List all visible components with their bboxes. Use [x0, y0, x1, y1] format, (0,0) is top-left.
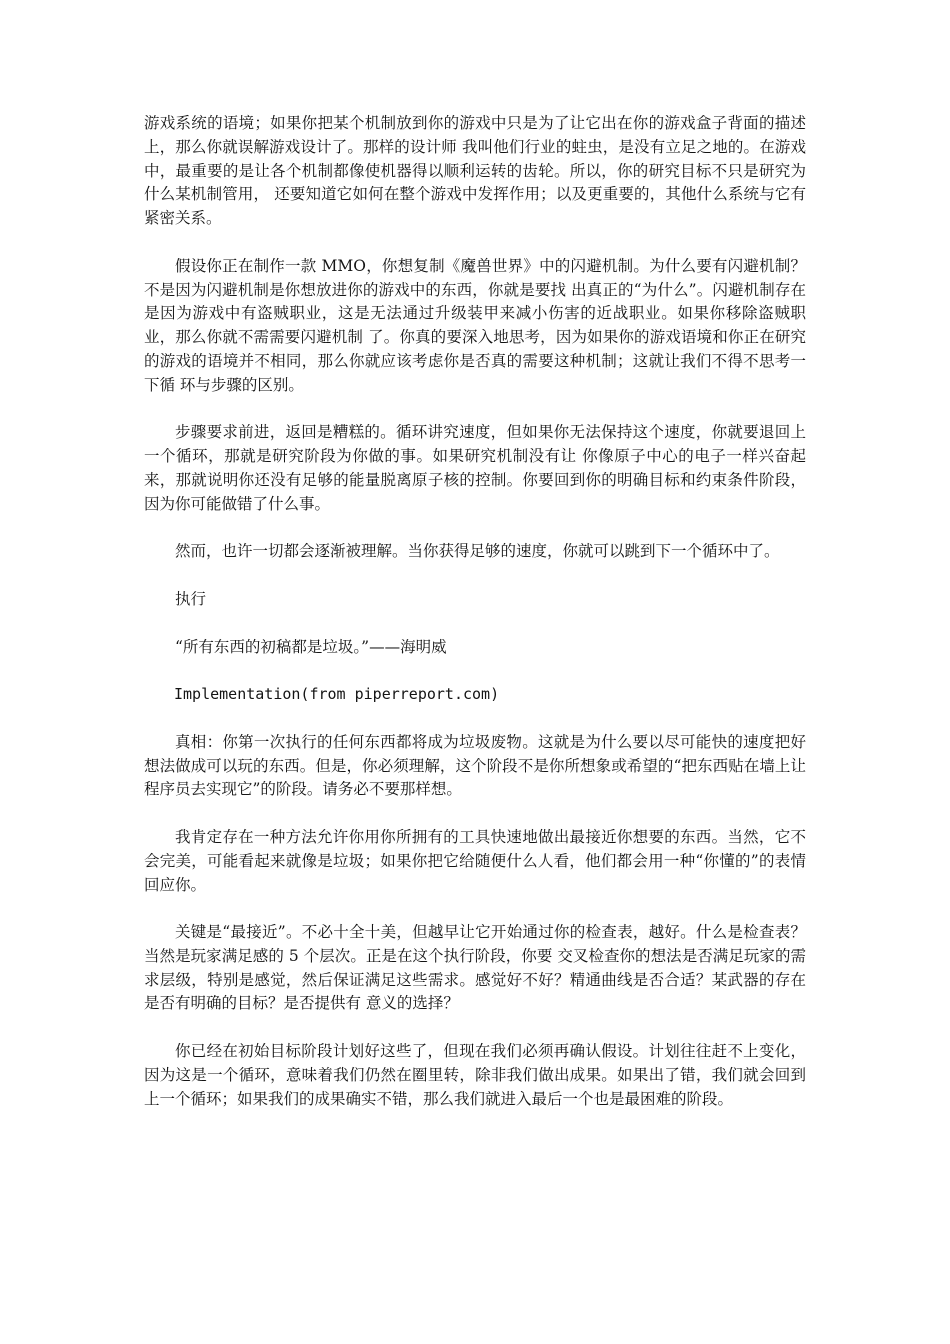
hemingway-quote: “所有东西的初稿都是垃圾。”——海明威: [175, 637, 447, 656]
paragraph-mechanic-context: 游戏系统的语境；如果你把某个机制放到你的游戏中只是为了让它出在你的游戏盒子背面的描述上，那么你就误解游戏设计了。那样的设计师 我叫他们行业的蛀虫，是没有立足之地的。在游戏中，最重要的是让各个机制都像使机器得以顺利运转的齿轮。所以，你的研究目标不只是研究为什么某机制管用， 还要知道它如何在整个游戏中发挥作用；以及更重要的，其他什么系统与它有紧密关系。: [144, 114, 806, 228]
paragraph-first-draft: 真相：你第一次执行的任何东西都将成为垃圾废物。这就是为什么要以尽可能快的速度把好想法做成可以玩的东西。但是，你必须理解，这个阶段不是你所想象或希望的“把东西贴在墙上让程序员去实现它”的阶段。请务必不要那样想。: [144, 732, 806, 799]
paragraph-closest-thing: 我肯定存在一种方法允许你用你所拥有的工具快速地做出最接近你想要的东西。当然，它不会完美，可能看起来就像是垃圾；如果你把它给随便什么人看，他们都会用一种“你懂的”的表情回应你。: [144, 827, 806, 894]
paragraph-next-cycle: 然而，也许一切都会逐渐被理解。当你获得足够的速度，你就可以跳到下一个循环中了。: [175, 542, 780, 561]
image-caption: Implementation(from piperreport.com): [174, 685, 500, 704]
paragraph-steps-vs-cycles: 步骤要求前进，返回是糟糕的。循环讲究速度，但如果你无法保持这个速度，你就要退回上一个循环，那就是研究阶段为你做的事。如果研究机制没有让 你像原子中心的电子一样兴奋起来，那就说明你还没有足够的能量脱离原子核的控制。你要回到你的明确目标和约束条件阶段，因为你可能做错了什么事。: [144, 423, 806, 513]
document-page: [144, 112, 806, 1135]
paragraph-dodge-mechanic: 假设你正在制作一款 MMO，你想复制《魔兽世界》中的闪避机制。为什么要有闪避机制？不是因为闪避机制是你想放进你的游戏中的东西，你就是要找 出真正的“为什么”。闪避机制存在是因为游戏中有盗贼职业，这是无法通过升级装甲来减小伤害的近战职业。如果你移除盗贼职业，那么你就不需需要闪避机制 了。你真的要深入地思考，因为如果你的游戏语境和你正在研究的游戏的语境并不相同，那么你就应该考虑你是否真的需要这种机制；这就让我们不得不思考一下循 环与步骤的区别。: [144, 256, 806, 394]
section-heading-implementation: 执行: [175, 589, 207, 608]
paragraph-checklist: 关键是“最接近”。不必十全十美，但越早让它开始通过你的检查表，越好。什么是检查表？当然是玩家满足感的 5 个层次。正是在这个执行阶段，你要 交叉检查你的想法是否满足玩家的需求层级，特别是感觉，然后保证满足这些需求。感觉好不好？精通曲线是否合适？某武器的存在是否有明确的目标？是否提供有 意义的选择？: [144, 923, 806, 1013]
paragraph-confirm-assumptions: 你已经在初始目标阶段计划好这些了，但现在我们必须再确认假设。计划往往赶不上变化，因为这是一个循环，意味着我们仍然在圈里转，除非我们做出成果。如果出了错，我们就会回到上一个循环；如果我们的成果确实不错，那么我们就进入最后一个也是最困难的阶段。: [144, 1042, 806, 1108]
